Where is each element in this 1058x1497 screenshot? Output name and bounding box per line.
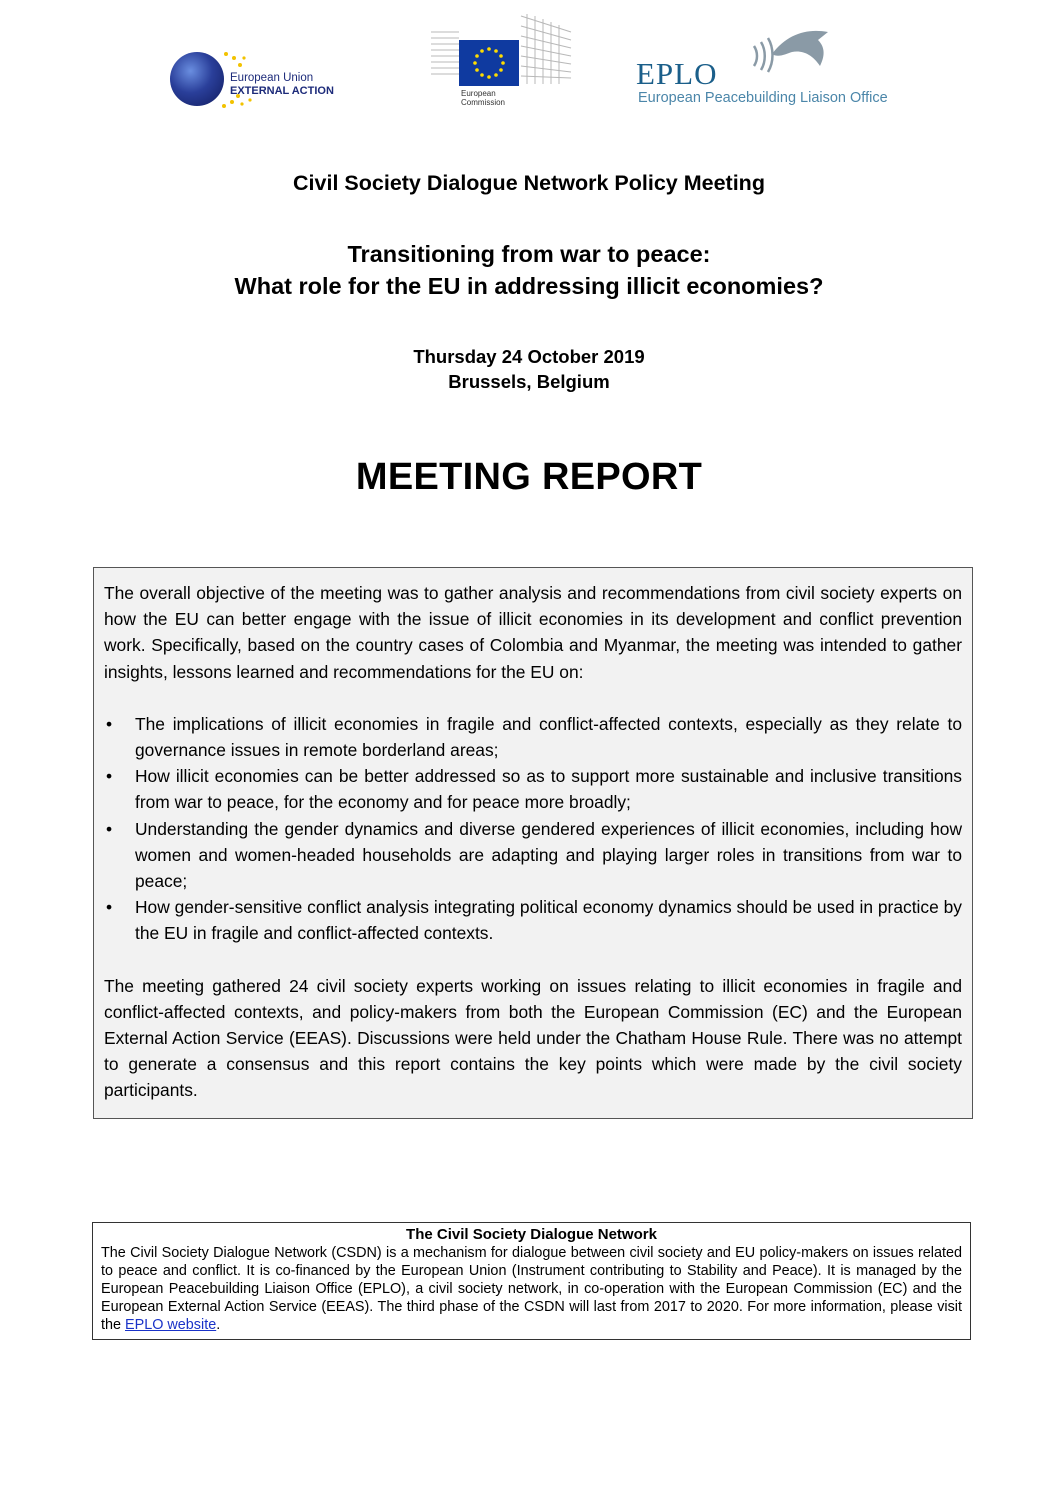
objective-bullet-list [104,711,962,947]
csdn-title: The Civil Society Dialogue Network [406,1226,657,1243]
eplo-logo-name: EPLO [636,56,718,91]
list-item-text: The implications of illicit economies in fragile and conflict-affected contexts, especially as they relate to governance issues in remote borderland areas; [135,713,962,761]
meeting-report-heading: MEETING REPORT [355,456,703,498]
report-title-line1: Transitioning from war to peace: [347,241,711,267]
eeas-logo-line1: European Union [230,72,314,84]
european-commission-logo [431,12,573,106]
objective-summary-box [93,567,973,1119]
logo-bar [0,0,1058,120]
eplo-logo-subtitle: European Peacebuilding Liaison Office [638,90,888,106]
bullet-icon: • [106,897,113,918]
list-item-text: How gender-sensitive conflict analysis integrating political economy dynamics should be used in practice by the EU in fragile and conflict-affected contexts. [135,897,962,944]
eu-external-action-logo [168,48,383,110]
network-meeting-heading: Civil Society Dialogue Network Policy Meeting [293,171,765,195]
eu-flag-icon [459,40,519,86]
eeas-logo-line2: EXTERNAL ACTION [230,85,334,97]
list-item-text: Understanding the gender dynamics and diverse gendered experiences of illicit economies, including how women and women-headed households are adapting and playing larger roles in transitions from war to peace; [135,818,962,892]
list-item-text: How illicit economies can be better addressed so as to support more sustainable and inclusive transitions from war to peace, for the economy and for peace more broadly; [135,766,962,813]
bullet-icon: • [106,818,113,839]
meeting-date: Thursday 24 October 2019 [413,346,645,367]
list-item [106,816,962,895]
list-item [106,711,962,763]
eplo-logo [636,24,916,112]
report-title-line2: What role for the EU in addressing illicit economies? [234,273,824,299]
ec-logo-line1: European [461,89,496,98]
list-item [106,894,962,946]
bullet-icon: • [106,766,113,787]
csdn-body [101,1244,962,1334]
csdn-body-end: . [216,1317,221,1333]
dove-icon [732,24,832,86]
bullet-icon: • [106,713,113,734]
list-item [106,763,962,815]
csdn-body-text: The Civil Society Dialogue Network (CSDN) is a mechanism for dialogue between civil society and EU policy-makers on issues related to peace and conflict. It is co-financed by the European Union (Instrument contributing to Stability and Peace). It is managed by the European Peacebuilding Liaison Office (EPLO), a civil society network, in co-operation with the European Commission (EC) and the European External Action Service (EEAS). The third phase of the CSDN will last from 2017 to 2020. For more information, please visit the [101,1245,962,1333]
meeting-location: Brussels, Belgium [448,371,610,392]
ec-logo-line2: Commission [461,98,506,107]
objective-closing: The meeting gathered 24 civil society experts working on issues relating to illicit economies in fragile and conflict-affected contexts, and policy-makers from both the European Commission (EC) and the European External Action Service (EEAS). Discussions were held under the Chatham House Rule. There was no attempt to generate a consensus and this report contains the key points which were made by the civil society participants. [104,975,962,1101]
eplo-website-link[interactable]: EPLO website [125,1317,217,1333]
csdn-info-box [92,1222,971,1340]
objective-intro: The overall objective of the meeting was to gather analysis and recommendations from civil society experts on how the EU can better engage with the issue of illicit economies in its development and conflict prevention work. Specifically, based on the country cases of Colombia and Myanmar, the meeting was intended to gather insights, lessons learned and recommendations for the EU on: [104,583,962,682]
